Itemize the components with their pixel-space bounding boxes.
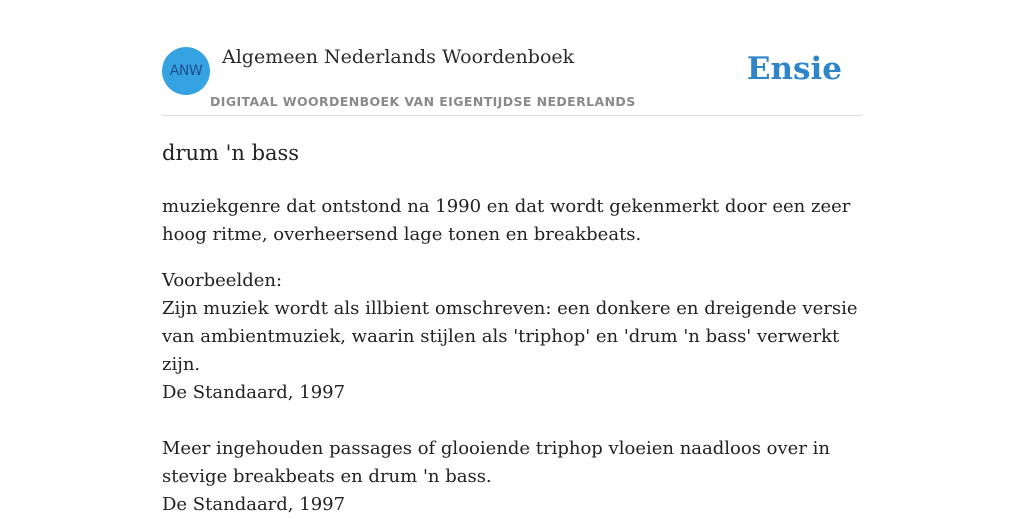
- example-source: De Standaard, 1997: [162, 494, 346, 515]
- examples-label: Voorbeelden:: [162, 270, 283, 291]
- examples-section: [162, 267, 862, 519]
- entry-card: [162, 0, 862, 515]
- logo-text: ANW: [169, 63, 203, 79]
- dictionary-title[interactable]: Algemeen Nederlands Woordenboek: [222, 46, 575, 68]
- anw-logo[interactable]: [162, 47, 210, 95]
- example-text: Meer ingehouden passages of glooiende triphop vloeien naadloos over in stevige breakbeats en drum 'n bass.: [162, 438, 830, 487]
- example-text: Zijn muziek wordt als illbient omschreven: een donkere en dreigende versie van ambientmuziek, waarin stijlen als 'triphop' en 'drum 'n bass' verwerkt zijn.: [162, 298, 858, 375]
- ensie-brand-logo[interactable]: Ensie: [746, 51, 842, 87]
- definition-text: muziekgenre dat ontstond na 1990 en dat wordt gekenmerkt door een zeer hoog ritme, overheersend lage tonen en breakbeats.: [162, 196, 851, 245]
- dictionary-header: [162, 0, 862, 116]
- example-spacer: [162, 407, 862, 435]
- example-source: De Standaard, 1997: [162, 382, 346, 403]
- headword: drum 'n bass: [162, 141, 300, 165]
- dictionary-subtitle: DIGITAAL WOORDENBOEK VAN EIGENTIJDSE NEDERLANDS: [210, 94, 636, 109]
